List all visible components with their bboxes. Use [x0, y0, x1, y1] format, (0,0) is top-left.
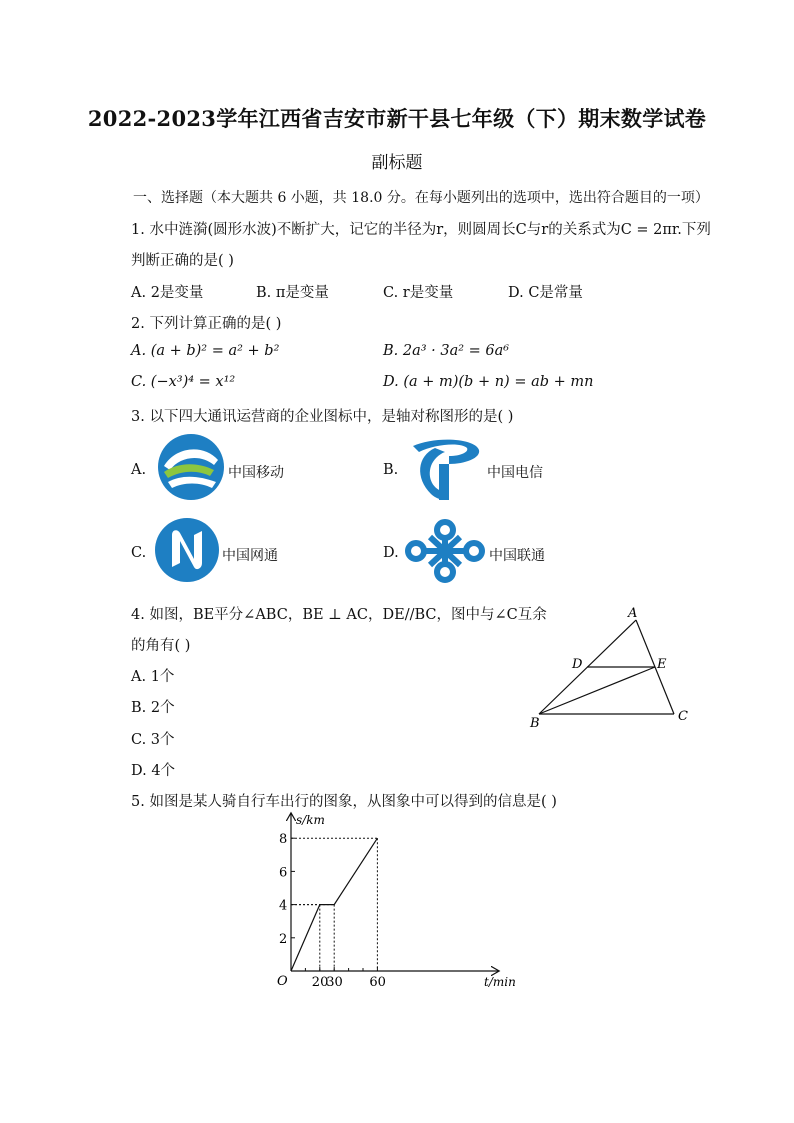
y-tick-label-4: 4	[279, 898, 288, 914]
q4-stem-line2: 的角有( )	[131, 638, 191, 654]
china-unicom-logo-icon	[404, 518, 486, 584]
y-tick-label-2: 2	[279, 931, 288, 947]
q3-option-c-letter: C.	[131, 545, 147, 561]
label-b: B	[530, 716, 540, 731]
china-telecom-logo-icon	[405, 434, 483, 504]
q4-option-a: A. 1个	[131, 669, 175, 685]
q3-option-d-letter: D.	[383, 545, 399, 561]
q4-option-c: C. 3个	[131, 732, 175, 748]
q4-option-b: B. 2个	[131, 700, 175, 716]
china-netcom-logo-icon	[154, 517, 220, 583]
q2-option-d: D. (a + m)(b + n) = ab + mn	[383, 374, 594, 390]
page-subtitle: 副标题	[371, 153, 423, 173]
q4-triangle-figure	[520, 600, 700, 735]
section-heading: 一、选择题（本大题共 6 小题，共 18.0 分。在每小题列出的选项中，选出符合题目的一项）	[133, 190, 709, 206]
q3-option-c-name: 中国网通	[222, 548, 278, 564]
label-e: E	[657, 657, 667, 672]
china-mobile-logo-icon	[156, 432, 226, 502]
x-tick-label-60: 60	[369, 975, 386, 990]
q1-option-c: C. r是变量	[383, 285, 454, 301]
q1-option-a: A. 2是变量	[131, 285, 204, 301]
q4-option-d: D. 4个	[131, 763, 176, 779]
page-title: 2022-2023学年江西省吉安市新干县七年级（下）期末数学试卷	[87, 106, 707, 131]
q4-stem-line1: 4. 如图，BE平分∠ABC，BE ⊥ AC，DE//BC，图中与∠C互余	[131, 607, 547, 623]
q1-stem-line2: 判断正确的是( )	[131, 253, 234, 269]
label-d: D	[572, 657, 583, 672]
q5-line-chart	[270, 808, 520, 998]
q3-option-b-letter: B.	[383, 462, 399, 478]
line-be	[539, 667, 655, 714]
q3-option-b-name: 中国电信	[487, 465, 543, 481]
q3-option-d-name: 中国联通	[489, 548, 545, 564]
q3-option-a-letter: A.	[131, 462, 147, 478]
q2-option-b: B. 2a³ · 3a² = 6a⁶	[383, 343, 510, 359]
q3-option-a-name: 中国移动	[228, 465, 284, 481]
q1-option-b: B. π是变量	[256, 285, 329, 301]
y-axis-label: s/km	[296, 813, 325, 827]
label-c: C	[678, 709, 688, 724]
y-tick-label-6: 6	[279, 865, 288, 881]
x-tick-label-20: 20	[311, 975, 329, 990]
q5-stem: 5. 如图是某人骑自行车出行的图象，从图象中可以得到的信息是( )	[131, 794, 557, 810]
q2-option-a: A. (a + b)² = a² + b²	[131, 343, 280, 359]
x-tick-label-30: 30	[326, 975, 343, 990]
y-tick-label-8: 8	[279, 832, 288, 848]
q1-stem-line1: 1. 水中涟漪(圆形水波)不断扩大，记它的半径为r，则圆周长C与r的关系式为C = 2πr.下列	[131, 222, 711, 238]
label-a: A	[628, 606, 638, 621]
origin-label: O	[277, 974, 288, 989]
q2-stem: 2. 下列计算正确的是( )	[131, 316, 282, 332]
q2-option-c: C. (−x³)⁴ = x¹²	[131, 374, 236, 390]
q3-stem: 3. 以下四大通讯运营商的企业图标中，是轴对称图形的是( )	[131, 409, 514, 425]
q1-option-d: D. C是常量	[508, 285, 583, 301]
x-axis-label: t/min	[484, 975, 516, 989]
